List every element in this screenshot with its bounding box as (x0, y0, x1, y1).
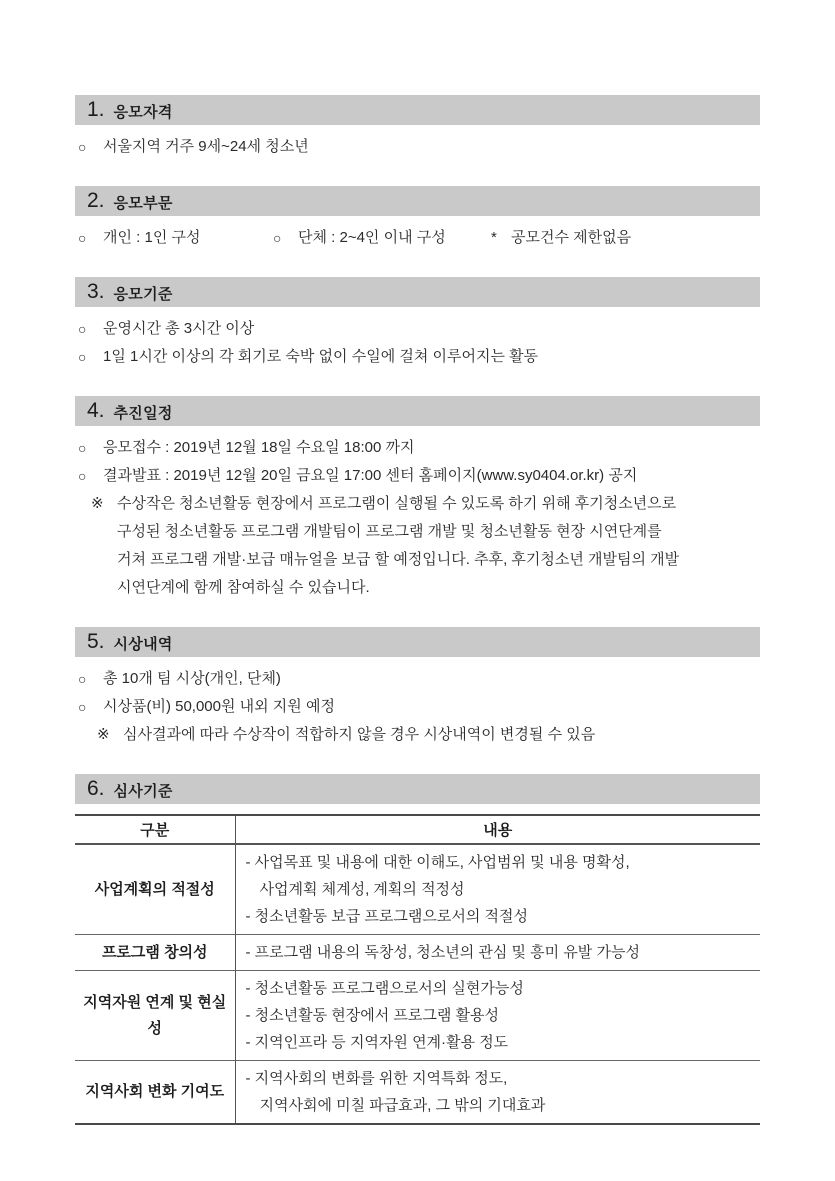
segment-text: 개인 : 1인 구성 (103, 229, 201, 246)
segment-individual (78, 224, 273, 252)
list-item-text: 서울지역 거주 9세~24세 청소년 (103, 138, 309, 155)
circle-bullet-icon: ○ (273, 230, 282, 246)
section-title: 응모기준 (113, 286, 173, 303)
detail-line: - 지역인프라 등 지역자원 연계·활용 정도 (245, 1034, 509, 1051)
note-item (75, 490, 760, 518)
row-category: 사업계획의 적절성 (94, 880, 215, 898)
list-item (75, 133, 760, 161)
table-row (75, 935, 760, 971)
circle-bullet-icon: ○ (78, 671, 87, 687)
detail-line: - 청소년활동 보급 프로그램으로서의 적절성 (245, 908, 528, 925)
segment-group (273, 224, 491, 252)
detail-line: - 사업목표 및 내용에 대한 이해도, 사업범위 및 내용 명확성, (245, 854, 630, 871)
asterisk-icon: * (491, 229, 497, 246)
criteria-table (75, 814, 760, 1125)
detail-line: - 청소년활동 현장에서 프로그램 활용성 (245, 1007, 500, 1024)
row-details (235, 844, 760, 935)
section-5-header-bar (75, 627, 760, 657)
detail-line: 지역사회에 미칠 파급효과, 그 밖의 기대효과 (259, 1097, 546, 1114)
detail-line: - 청소년활동 프로그램으로서의 실현가능성 (245, 980, 524, 997)
reference-mark-icon: ※ (97, 726, 110, 743)
section-categories (75, 186, 760, 252)
circle-bullet-icon: ○ (78, 230, 87, 246)
note-text: 구성된 청소년활동 프로그램 개발팀이 프로그램 개발 및 청소년활동 현장 시연단계를 (117, 523, 662, 540)
segment-text: 단체 : 2~4인 이내 구성 (298, 229, 446, 246)
section-number: 6. (87, 777, 105, 800)
table-header-row (75, 815, 760, 844)
section-number: 1. (87, 98, 105, 121)
row-category: 지역사회 변화 기여도 (75, 1061, 235, 1125)
section-title: 응모자격 (113, 104, 173, 121)
section-4-header-bar (75, 396, 760, 426)
section-number: 2. (87, 189, 105, 212)
list-item-text: 시상품(비) 50,000원 내외 지원 예정 (103, 698, 335, 715)
segment-text: 공모건수 제한없음 (511, 229, 632, 246)
row-details (235, 1061, 760, 1125)
circle-bullet-icon: ○ (78, 139, 87, 155)
row-category: 지역자원 연계 및 현실성 (75, 971, 235, 1061)
detail-line: - 프로그램 내용의 독창성, 청소년의 관심 및 흥미 유발 가능성 (245, 944, 640, 961)
detail-line: 사업계획 체계성, 계획의 적정성 (259, 881, 465, 898)
row-category: 프로그램 창의성 (75, 935, 235, 971)
list-item-text: 응모접수 : 2019년 12월 18일 수요일 18:00 까지 (103, 439, 415, 456)
section-3-header-bar (75, 277, 760, 307)
section-1-header-bar (75, 95, 760, 125)
column-header-category: 구분 (75, 815, 235, 844)
list-item (75, 462, 760, 490)
section-title: 시상내역 (113, 636, 173, 653)
table-row (75, 844, 760, 935)
list-item-text: 총 10개 팀 시상(개인, 단체) (103, 670, 281, 687)
section-awards (75, 627, 760, 749)
list-item (75, 315, 760, 343)
reference-mark-icon: ※ (91, 495, 104, 512)
list-item (75, 434, 760, 462)
list-item (75, 224, 760, 252)
section-2-header-bar (75, 186, 760, 216)
section-number: 5. (87, 630, 105, 653)
note-text: 수상작은 청소년활동 현장에서 프로그램이 실행될 수 있도록 하기 위해 후기청소년으로 (117, 495, 677, 512)
list-item-text: 1일 1시간 이상의 각 회기로 숙박 없이 수일에 걸쳐 이루어지는 활동 (103, 348, 539, 365)
list-item-text: 운영시간 총 3시간 이상 (103, 320, 255, 337)
row-details (235, 971, 760, 1061)
section-title: 응모부문 (113, 195, 173, 212)
circle-bullet-icon: ○ (78, 321, 87, 337)
note-item (75, 721, 760, 749)
section-6-header-bar (75, 774, 760, 804)
section-number: 3. (87, 280, 105, 303)
list-item (75, 665, 760, 693)
column-header-content: 내용 (235, 815, 760, 844)
circle-bullet-icon: ○ (78, 440, 87, 456)
note-text: 심사결과에 따라 수상작이 적합하지 않을 경우 시상내역이 변경될 수 있음 (123, 726, 596, 743)
list-item (75, 693, 760, 721)
circle-bullet-icon: ○ (78, 699, 87, 715)
list-item-text: 결과발표 : 2019년 12월 20일 금요일 17:00 센터 홈페이지(www.sy0404.or.kr) 공지 (103, 467, 638, 484)
table-row (75, 1061, 760, 1125)
section-title: 심사기준 (113, 783, 173, 800)
circle-bullet-icon: ○ (78, 468, 87, 484)
circle-bullet-icon: ○ (78, 349, 87, 365)
section-schedule (75, 396, 760, 602)
note-text: 거쳐 프로그램 개발·보급 매뉴얼을 보급 할 예정입니다. 추후, 후기청소년 개발팀의 개발 (117, 551, 680, 568)
section-eligibility (75, 95, 760, 161)
row-details (235, 935, 760, 971)
section-title: 추진일정 (113, 405, 173, 422)
detail-line: - 지역사회의 변화를 위한 지역특화 정도, (245, 1070, 508, 1087)
section-criteria (75, 277, 760, 371)
section-judging (75, 774, 760, 1125)
list-item (75, 343, 760, 371)
note-text: 시연단계에 함께 참여하실 수 있습니다. (117, 579, 370, 596)
segment-limit (491, 224, 631, 252)
table-row (75, 971, 760, 1061)
section-number: 4. (87, 399, 105, 422)
